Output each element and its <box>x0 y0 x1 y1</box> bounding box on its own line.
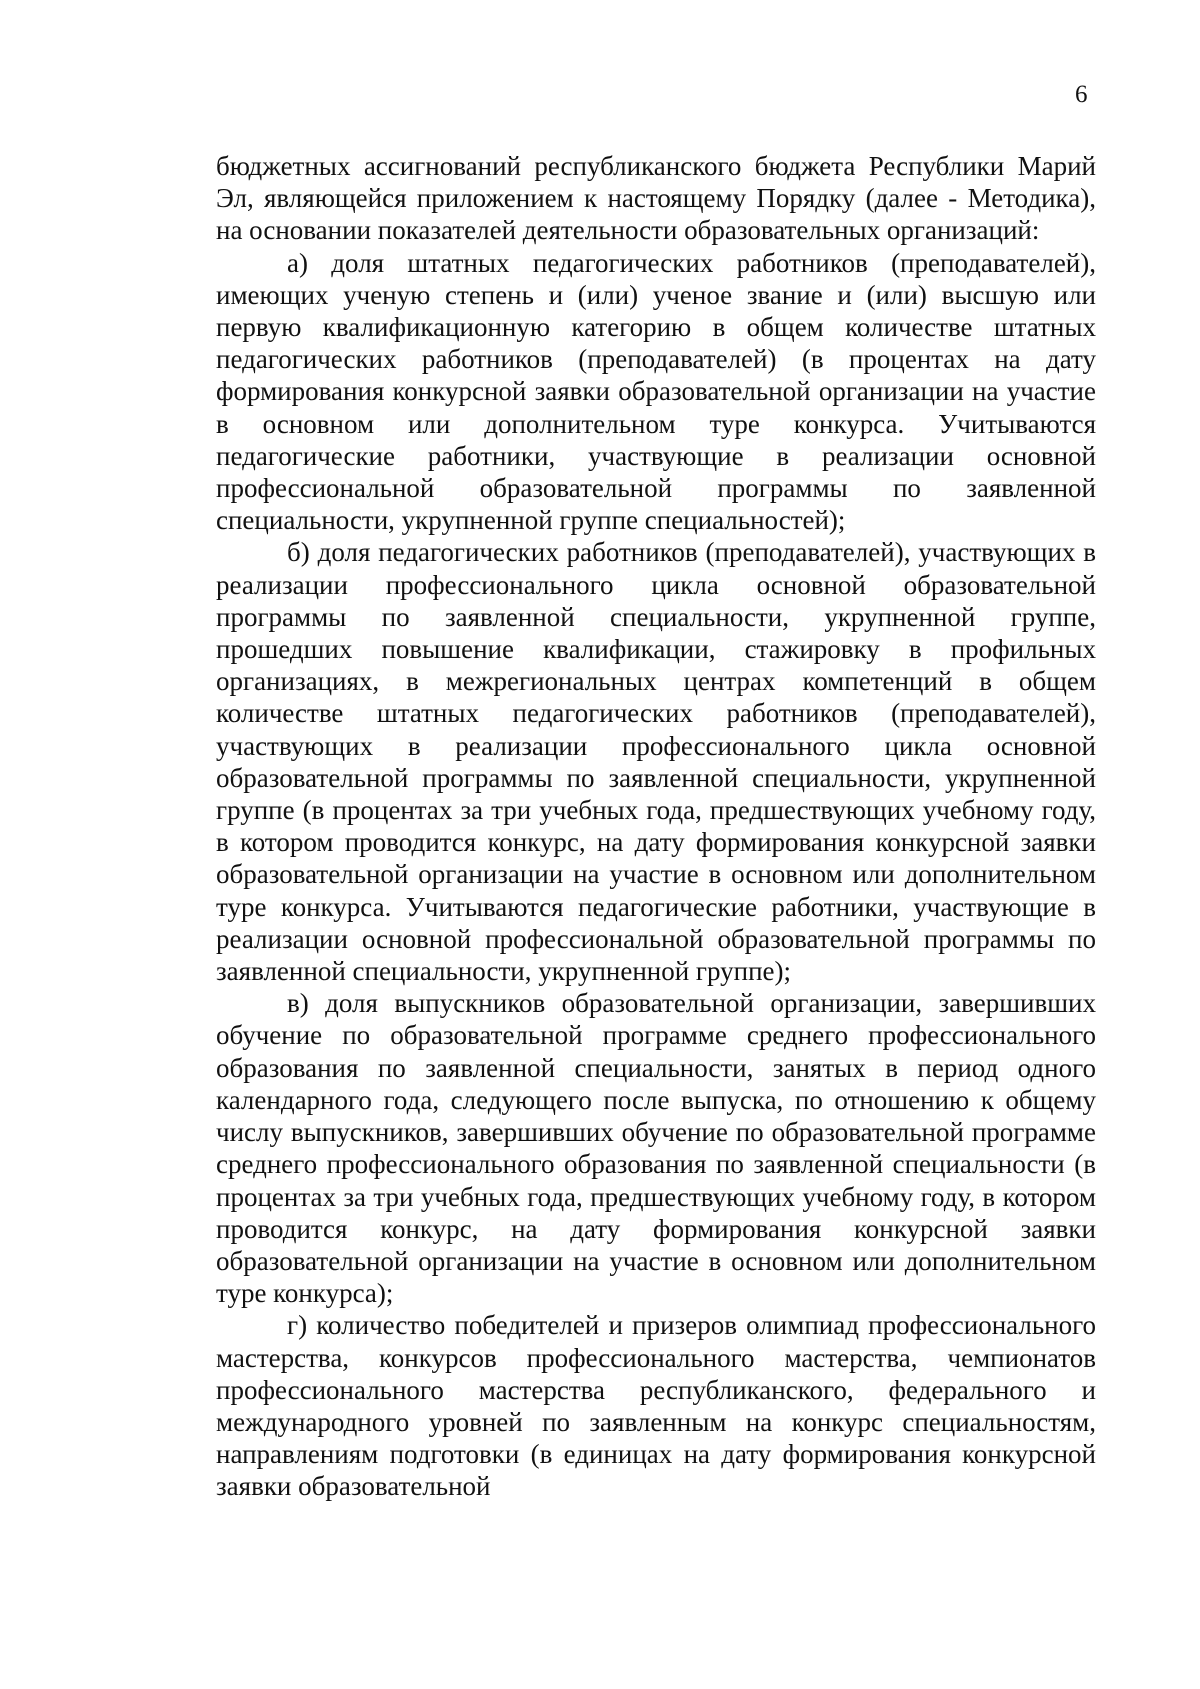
paragraph-item-g: г) количество победителей и призеров олимпиад профессионального мастерства, конкурсов профессионального мастерства, чемпионатов профессионального мастерства республиканского, федерального и международного уровней по заявленным на конкурс специальностям, направлениям подготовки (в единицах на дату формирования конкурсной заявки образовательной <box>216 1310 1096 1502</box>
paragraph-intro-continuation: бюджетных ассигнований республиканского бюджета Республики Марий Эл, являющейся приложением к настоящему Порядку (далее - Методика), на основании показателей деятельности образовательных организаций: <box>216 151 1096 246</box>
paragraph-item-a: а) доля штатных педагогических работников (преподавателей), имеющих ученую степень и (или) ученое звание и (или) высшую или первую квалификационную категорию в общем количестве штатных педагогических работников (преподавателей) (в процентах на дату формирования конкурсной заявки образовательной организации на участие в основном или дополнительном туре конкурса. Учитываются педагогические работники, участвующие в реализации основной профессиональной образовательной программы по заявленной специальности, укрупненной группе специальностей); <box>216 247 1096 536</box>
page-number: 6 <box>1075 81 1088 108</box>
document-body <box>216 150 1096 1503</box>
paragraph-item-b: б) доля педагогических работников (преподавателей), участвующих в реализации профессионального цикла основной образовательной программы по заявленной специальности, укрупненной группе, прошедших повышение квалификации, стажировку в профильных организациях, в межрегиональных центрах компетенций в общем количестве штатных педагогических работников (преподавателей), участвующих в реализации профессионального цикла основной образовательной программы по заявленной специальности, укрупненной группе (в процентах за три учебных года, предшествующих учебному году, в котором проводится конкурс, на дату формирования конкурсной заявки образовательной организации на участие в основном или дополнительном туре конкурса. Учитываются педагогические работники, участвующие в реализации основной профессиональной образовательной программы по заявленной специальности, укрупненной группе); <box>216 537 1096 987</box>
paragraph-item-v: в) доля выпускников образовательной организации, завершивших обучение по образовательной программе среднего профессионального образования по заявленной специальности, занятых в период одного календарного года, следующего после выпуска, по отношению к общему числу выпускников, завершивших обучение по образовательной программе среднего профессионального образования по заявленной специальности (в процентах за три учебных года, предшествующих учебному году, в котором проводится конкурс, на дату формирования конкурсной заявки образовательной организации на участие в основном или дополнительном туре конкурса); <box>216 988 1096 1309</box>
